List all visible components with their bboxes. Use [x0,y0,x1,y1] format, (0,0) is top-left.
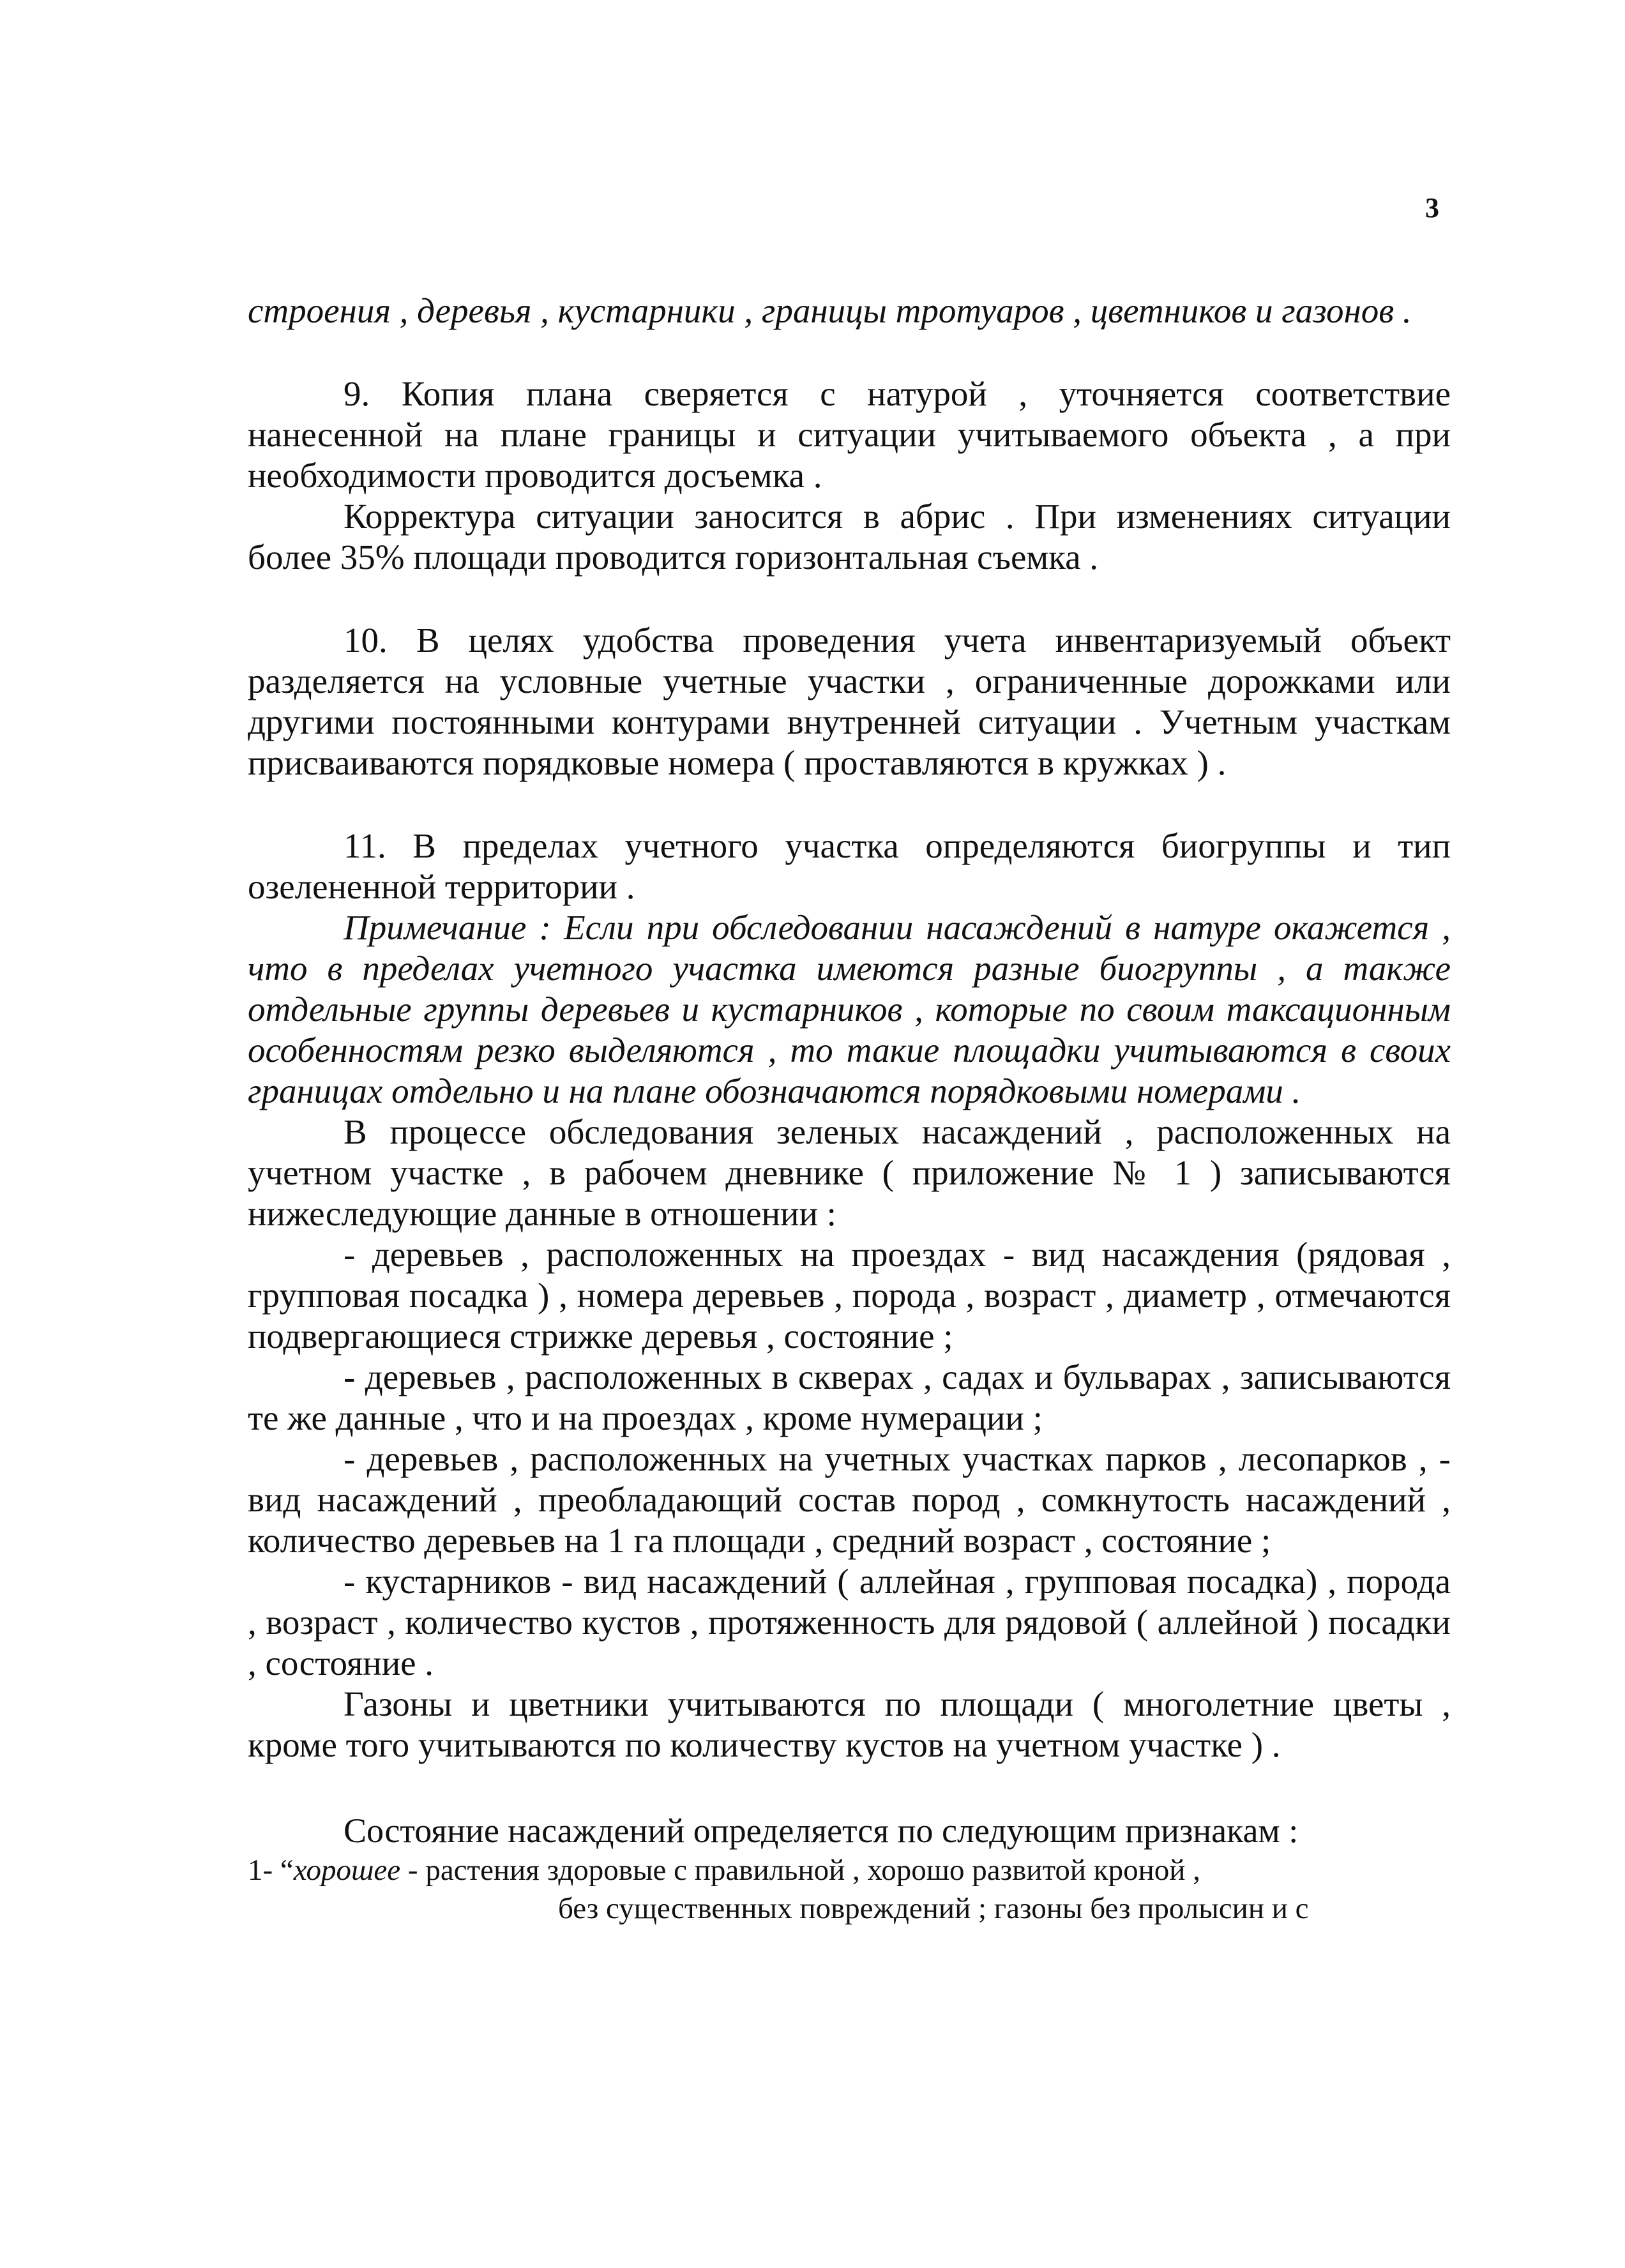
paragraph-10: 10. В целях удобства проведения учета инвентаризуемый объект разделяется на условные учетные участки , ограниченные дорожками или другими постоянными контурами внутренней ситуации . Учетным участкам присваиваются порядковые номера ( проставляются в кружках ) . [248,621,1451,782]
paragraph-condition-intro: Состояние насаждений определяется по следующим признакам : [344,1811,1299,1850]
list-item-trees-parks: - деревьев , расположенных на учетных участках парков , лесопарков , - вид насаждений , преобладающий состав пород , сомкнутость насаждений , количество деревьев на 1 га площади , средний возраст , состояние ; [248,1439,1451,1560]
list-item-trees-roads: - деревьев , расположенных на проездах - вид насаждения (рядовая , групповая посадка ) , номера деревьев , порода , возраст , диаметр , отмечаются подвергающиеся стрижке деревья , состояние ; [248,1235,1451,1356]
condition-item-continuation: без существенных повреждений ; газоны без пролысин и с [558,1892,1309,1925]
list-item-shrubs: - кустарников - вид насаждений ( аллейная , групповая посадка) , порода , возраст , количество кустов , протяженность для рядовой ( аллейной ) посадки , состояние . [248,1562,1451,1682]
paragraph-survey: В процессе обследования зеленых насаждений , расположенных на учетном участке , в рабочем дневнике ( приложение № 1 ) записываются нижеследующие данные в отношении : [248,1112,1451,1233]
condition-item-good [248,1851,1451,1889]
paragraph-lawns: Газоны и цветники учитываются по площади ( многолетние цветы , кроме того учитываются по количеству кустов на учетном участке ) . [248,1684,1451,1764]
list-item-trees-squares: - деревьев , расположенных в скверах , садах и бульварах , записываются те же данные , что и на проездах , кроме нумерации ; [248,1357,1451,1437]
document-body [248,291,1451,1928]
condition-item-number: 1- “ [248,1854,294,1887]
condition-item-text: - растения здоровые с правильной , хорошо развитой кроной , [400,1854,1200,1887]
condition-item-term: хорошее [293,1854,401,1887]
page-number: 3 [1425,192,1439,223]
note-paragraph: Примечание : Если при обследовании насаждений в натуре окажется , что в пределах учетного участка имеются разные биогруппы , а также отдельные группы деревьев и кустарников , которые по своим таксационным особенностям резко выделяются , то такие площадки учитываются в своих границах отдельно и на плане обозначаются порядковыми номерами . [248,908,1451,1110]
paragraph-9: 9. Копия плана сверяется с натурой , уточняется соответствие нанесенной на плане границы и ситуации учитываемого объекта , а при необходимости проводится досъемка . [248,374,1451,495]
paragraph-11: 11. В пределах учетного участка определяются биогруппы и тип озелененной территории . [248,826,1451,906]
paragraph-correction: Корректура ситуации заносится в абрис . При изменениях ситуации более 35% площади проводится горизонтальная съемка . [248,497,1451,577]
paragraph-continuation: строения , деревья , кустарники , границы тротуаров , цветников и газонов . [248,291,1412,330]
